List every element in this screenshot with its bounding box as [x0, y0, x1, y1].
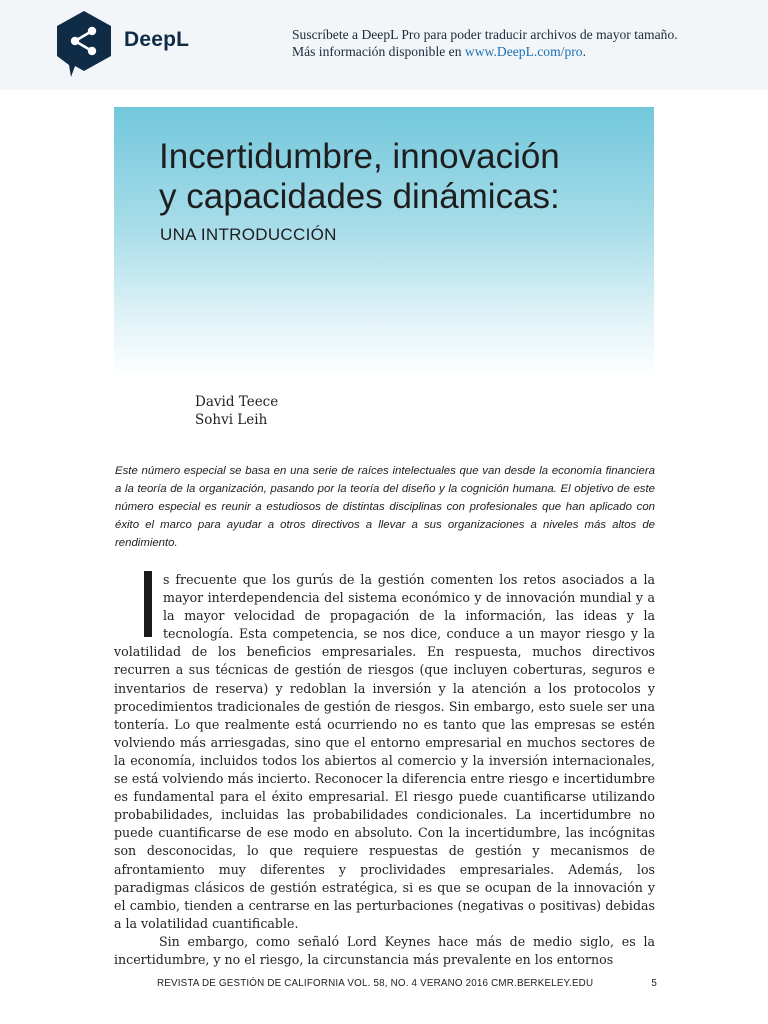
promo-text: [292, 26, 752, 60]
article-title: [159, 137, 639, 217]
title-header-block: [114, 107, 654, 377]
promo-line-2: [292, 43, 752, 60]
title-line-1: Incertidumbre, innovación: [159, 137, 560, 176]
author-name: David Teece: [195, 394, 279, 410]
page-footer: [157, 978, 657, 989]
deepl-brand-name[interactable]: DeepL: [124, 28, 190, 51]
author-name: Sohvi Leih: [195, 412, 268, 428]
article-abstract: Este número especial se basa en una serie de raíces intelectuales que van desde la economía financiera a la teoría de la organización, pasando por la teoría del diseño y la cognición humana. El objetivo de este número especial es reunir a estudiosos de distintas disciplinas con profesionales que han aplicado con éxito el marco para ayudar a otros directivos a llevar a sus organizaciones a niveles más altos de rendimiento.: [115, 465, 655, 549]
deepl-banner: [0, 0, 768, 90]
article-subtitle: UNA INTRODUCCIÓN: [160, 225, 337, 244]
author-list: [195, 393, 278, 429]
promo-line-2-prefix: Más información disponible en: [292, 44, 465, 59]
promo-line-2-suffix: .: [582, 44, 586, 59]
drop-cap: [114, 571, 163, 639]
deepl-logo-icon[interactable]: [55, 10, 113, 78]
page-number: 5: [651, 978, 657, 989]
deepl-pro-link[interactable]: www.DeepL.com/pro: [464, 44, 583, 59]
drop-cap-letter-i: [144, 571, 152, 637]
journal-citation: REVISTA DE GESTIÓN DE CALIFORNIA VOL. 58, NO. 4 VERANO 2016 CMR.BERKELEY.EDU: [157, 978, 594, 989]
title-line-2: y capacidades dinámicas:: [159, 177, 560, 216]
article-body: [114, 571, 655, 969]
body-paragraph: s frecuente que los gurús de la gestión comenten los retos asociados a la mayor interdependencia del sistema económico y de innovación mundial y a la mayor velocidad de propagación de la información, las ideas y la tecnología. Esta competencia, se nos dice, conduce a un mayor riesgo y la volatilidad de los beneficios empresariales. En respuesta, muchos directivos recurren a sus técnicas de gestión de riesgos (que incluyen coberturas, seguros e inventarios de reserva) y redoblan la inversión y la atención a los protocolos y procedimientos tradicionales de gestión de riesgos. Sin embargo, esto suele ser una tontería. Lo que realmente está ocurriendo no es tanto que las empresas se estén volviendo más arriesgadas, sino que el entorno empresarial en muchos sectores de la economía, incluidos todos los abiertos al comercio y la inversión internacionales, se está volviendo más incierto. Reconocer la diferencia entre riesgo e incertidumbre es fundamental para el éxito empresarial. El riesgo puede cuantificarse utilizando probabilidades, incluidas las probabilidades condicionales. La incertidumbre no puede cuantificarse de ese modo en absoluto. Con la incertidumbre, las incógnitas son desconocidas, lo que requiere respuestas de gestión y mecanismos de afrontamiento muy diferentes y proclividades empresariales. Además, los paradigmas clásicos de gestión estratégica, si es que se ocupan de la innovación y el cambio, tienden a centrarse en las perturbaciones (negativas o positivas) debidas a la volatilidad cuantificable.: [114, 572, 655, 931]
body-paragraph: Sin embargo, como señaló Lord Keynes hace más de medio siglo, es la incertidumbre, y no el riesgo, la circunstancia más prevalente en los entornos: [114, 933, 655, 967]
promo-line-1: Suscríbete a DeepL Pro para poder traducir archivos de mayor tamaño.: [292, 27, 678, 42]
